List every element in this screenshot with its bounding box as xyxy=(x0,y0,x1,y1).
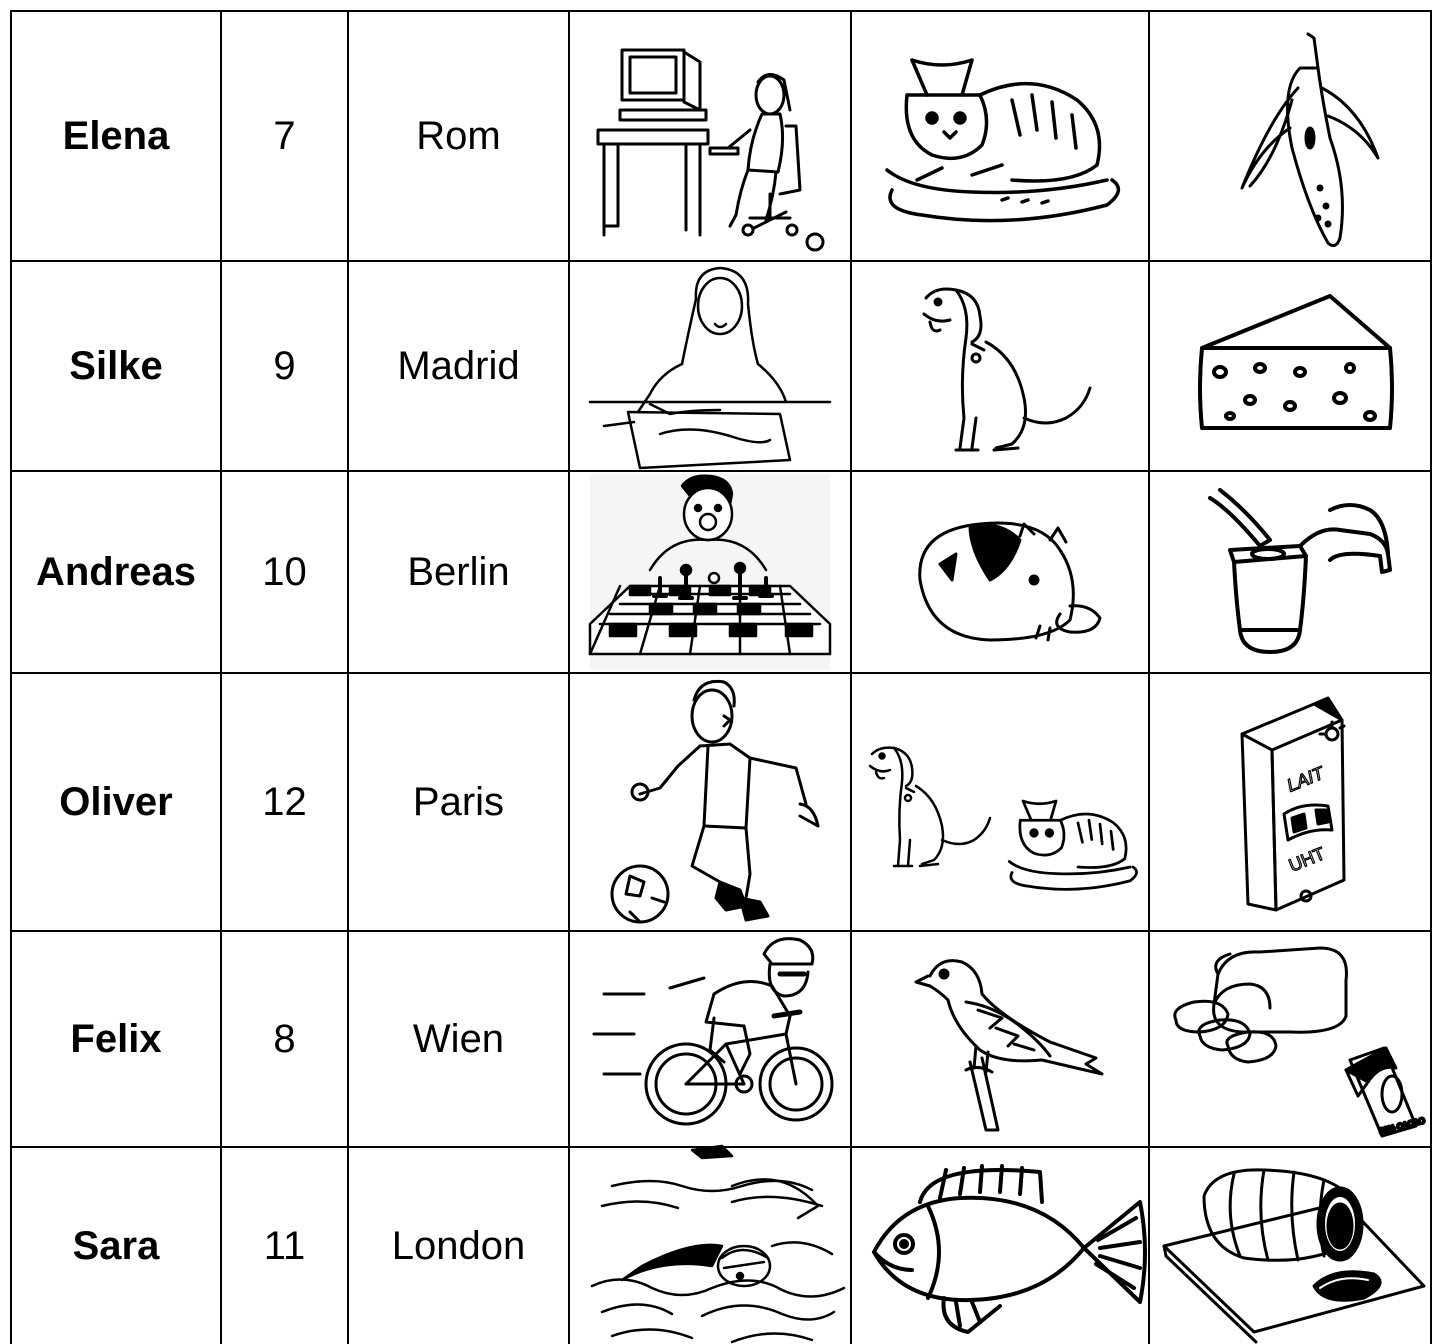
table-row-age-cell xyxy=(222,262,347,470)
table-row-age-cell xyxy=(222,674,347,930)
person-age: 8 xyxy=(273,1017,296,1061)
milk-carton-icon xyxy=(1232,694,1352,914)
table-row-age-cell xyxy=(222,1148,347,1344)
milk-label-uht: UHT xyxy=(1286,843,1328,876)
grid-line xyxy=(568,10,570,1344)
table-row-age-cell xyxy=(222,12,347,260)
yogurt-icon xyxy=(1210,490,1400,658)
table-row-city-cell xyxy=(349,674,568,930)
bird-icon xyxy=(910,946,1110,1130)
dog-icon xyxy=(906,278,1106,458)
person-name: Elena xyxy=(62,114,170,158)
grid-line xyxy=(1430,10,1432,1344)
person-name: Sara xyxy=(72,1224,160,1268)
table-row-city-cell xyxy=(349,932,568,1146)
hamster-icon xyxy=(900,510,1110,650)
person-name: Oliver xyxy=(59,780,173,824)
person-name: Andreas xyxy=(35,550,197,594)
table-row-city-cell xyxy=(349,1148,568,1344)
table-row-name-cell xyxy=(12,1148,220,1344)
dog-and-cat-icon xyxy=(860,740,1000,900)
table-row-name-cell xyxy=(12,12,220,260)
person-city: London xyxy=(391,1224,526,1268)
table-row-city-cell xyxy=(349,262,568,470)
person-city: Berlin xyxy=(407,550,510,594)
person-city: Wien xyxy=(412,1017,505,1061)
swimming-icon xyxy=(582,1146,844,1344)
banana-icon xyxy=(1210,28,1390,254)
person-name: Silke xyxy=(69,344,163,388)
ham-icon xyxy=(1164,1166,1424,1332)
chocolate-label: 80% CACAO xyxy=(1378,1115,1426,1136)
person-age: 10 xyxy=(262,550,307,594)
person-age: 7 xyxy=(273,114,296,158)
cat-icon xyxy=(872,40,1132,240)
person-city: Paris xyxy=(412,780,505,824)
person-age: 11 xyxy=(263,1224,306,1268)
milk-label-lait: LAIT xyxy=(1284,762,1327,796)
person-age: 12 xyxy=(262,780,307,824)
table-row-name-cell xyxy=(12,472,220,672)
cheese-icon xyxy=(1190,288,1410,448)
table-row-age-cell xyxy=(222,932,347,1146)
table-row-name-cell xyxy=(12,262,220,470)
football-icon xyxy=(600,676,830,928)
cat-icon xyxy=(1000,790,1145,900)
grid-line xyxy=(1148,10,1150,1344)
table-row-city-cell xyxy=(349,472,568,672)
table-row-name-cell xyxy=(12,674,220,930)
table-row-age-cell xyxy=(222,472,347,672)
chess-icon xyxy=(590,474,830,670)
computer-user-icon xyxy=(590,30,830,252)
table-row-city-cell xyxy=(349,12,568,260)
table-row-name-cell xyxy=(12,932,220,1146)
person-city: Madrid xyxy=(397,344,520,388)
person-age: 9 xyxy=(273,344,296,388)
drawing-icon xyxy=(590,264,830,468)
person-city: Rom xyxy=(416,114,501,158)
bread-and-chocolate-icon xyxy=(1170,944,1426,1140)
fish-icon xyxy=(860,1162,1150,1336)
grid-line xyxy=(850,10,852,1344)
cycling-icon xyxy=(594,934,834,1134)
person-name: Felix xyxy=(70,1017,162,1061)
